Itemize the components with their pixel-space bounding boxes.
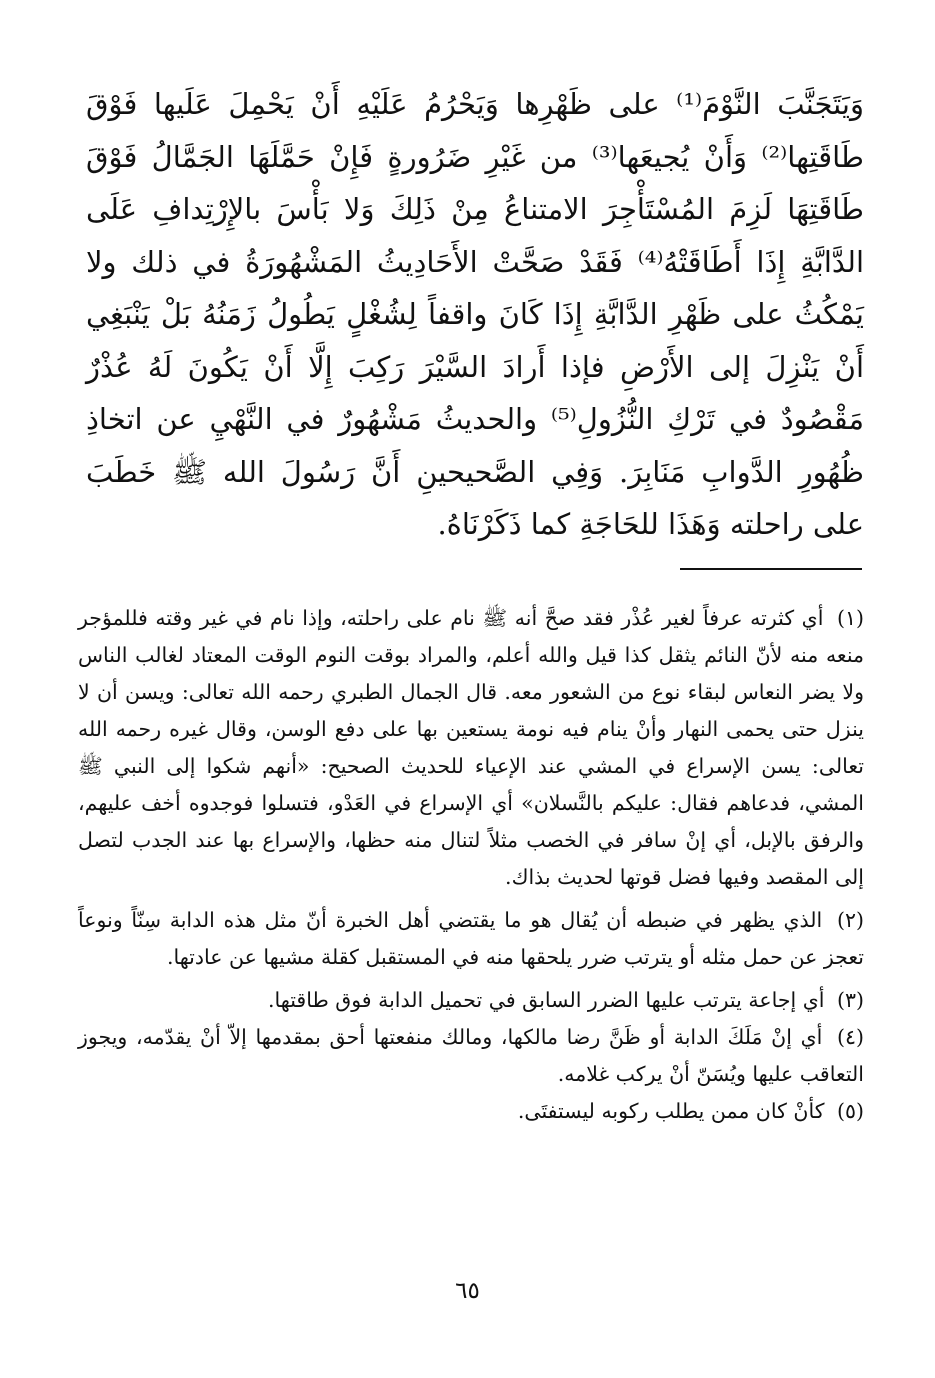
footnote-text: كأنْ كان ممن يطلب ركوبه ليستفتَى. bbox=[517, 1099, 825, 1123]
footnote-5 bbox=[78, 1093, 864, 1130]
footnote-number: (٤) bbox=[836, 1025, 864, 1049]
footnote-number: (١) bbox=[836, 606, 864, 630]
footnote-text: أي إجاعة يترتب عليها الضرر السابق في تحميل الدابة فوق طاقتها. bbox=[268, 988, 825, 1012]
footnote-3 bbox=[78, 982, 864, 1019]
footnote-4 bbox=[78, 1019, 864, 1093]
footnote-1 bbox=[78, 600, 864, 896]
footnote-text: أي كثرته عرفاً لغير عُذْر فقد صحَّ أنه ﷺ نام على راحلته، وإذا نام في غير وقته فللمؤجر منعه منه لأنّ النائم يثقل كذا قيل والله أعلم، والمراد بوقت النوم الوقت المعتاد لغالب الناس ولا يضر النعاس لبقاء نوع من الشعور معه. قال الجمال الطبري رحمه الله تعالى: ويسن أن لا ينزل حتى يحمى النهار وأنْ ينام فيه نومة يستعين بها على دفع الوسن، وقال غيره رحمه الله تعالى: يسن الإسراع في المشي عند الإعياء للحديث الصحيح: «أنهم شكوا إلى النبي ﷺ المشي، فدعاهم فقال: عليكم بالنَّسلان» أي الإسراع في العَدْو، فتسلوا فوجدوه أخف عليهم، والرفق بالإبل، أي إنْ سافر في الخصب مثلاً لتنال منه حظها، والإسراع بها عند الجدب لتصل إلى المقصد وفيها فضل قوتها لحديث بذاك. bbox=[78, 606, 864, 889]
footnote-number: (٥) bbox=[836, 1099, 864, 1123]
footnote-text: الذي يظهر في ضبطه أن يُقال هو ما يقتضي أهل الخبرة أنّ مثل هذه الدابة سِنّاً ونوعاً تعجز عن حمل مثله أو يترتب ضرر يلحقها منه في المستقبل كقلة مشيها عن عادتها. bbox=[78, 908, 864, 969]
footnote-number: (٢) bbox=[836, 908, 864, 932]
footnote-separator bbox=[680, 568, 862, 570]
footnote-text: أي إنْ مَلَكَ الدابة أو ظَنَّ رضا مالكها، ومالك منفعتها أحق بمقدمها إلاّ أنْ يقدّمه، ويجوز التعاقب عليها ويُسَنّ أنْ يركب غلامه. bbox=[78, 1025, 864, 1086]
page-number: ٦٥ bbox=[455, 1278, 480, 1304]
footnotes-block bbox=[78, 600, 864, 1130]
footnote-number: (٣) bbox=[836, 988, 864, 1012]
footnote-2 bbox=[78, 902, 864, 976]
main-text-block bbox=[86, 78, 864, 551]
main-paragraph: وَيَتَجَنَّبَ النَّوْمَ⁽¹⁾ على ظَهْرِها وَيَحْرُمُ عَلَيْهِ أَنْ يَحْمِلَ عَلَيها فَوْقَ طَاقَتِها⁽²⁾ وَأَنْ يُجيعَها⁽³⁾ من غَيْرِ ضَرُورةٍ فَإِنْ حَمَّلَهَا الجَمَّالُ فَوْقَ طَاقَتِهَا لَزِمَ المُسْتَأْجِرَ الامتناعُ مِنْ ذَلِكَ وَلا بَأْسَ بالإِرْتِدافِ عَلَى الدَّابَّةِ إِذَا أَطَاقَتْهُ⁽⁴⁾ فَقَدْ صَحَّتْ الأَحَادِيثُ المَشْهُورَةُ في ذلك ولا يَمْكُثُ على ظَهْرِ الدَّابَّةِ إِذَا كَانَ واقفاً لِشُغْلٍ يَطُولُ زَمَنُهُ بَلْ يَنْبَغِي أَنْ يَنْزِلَ إلى الأَرْضِ فإذا أَرادَ السَّيْرَ رَكِبَ إِلَّا أَنْ يَكُونَ لَهُ عُذْرٌ مَقْصُودٌ في تَرْكِ النُّزُولِ⁽⁵⁾ والحديثُ مَشْهُورٌ في النَّهْيِ عن اتخاذِ ظُهُورِ الدَّوابِ مَنَابِرَ. وَفِي الصَّحيحينِ أَنَّ رَسُولَ الله ﷺ خَطَبَ على راحلته وَهَذَا للحَاجَةِ كما ذَكَرْنَاهُ. bbox=[86, 87, 865, 541]
